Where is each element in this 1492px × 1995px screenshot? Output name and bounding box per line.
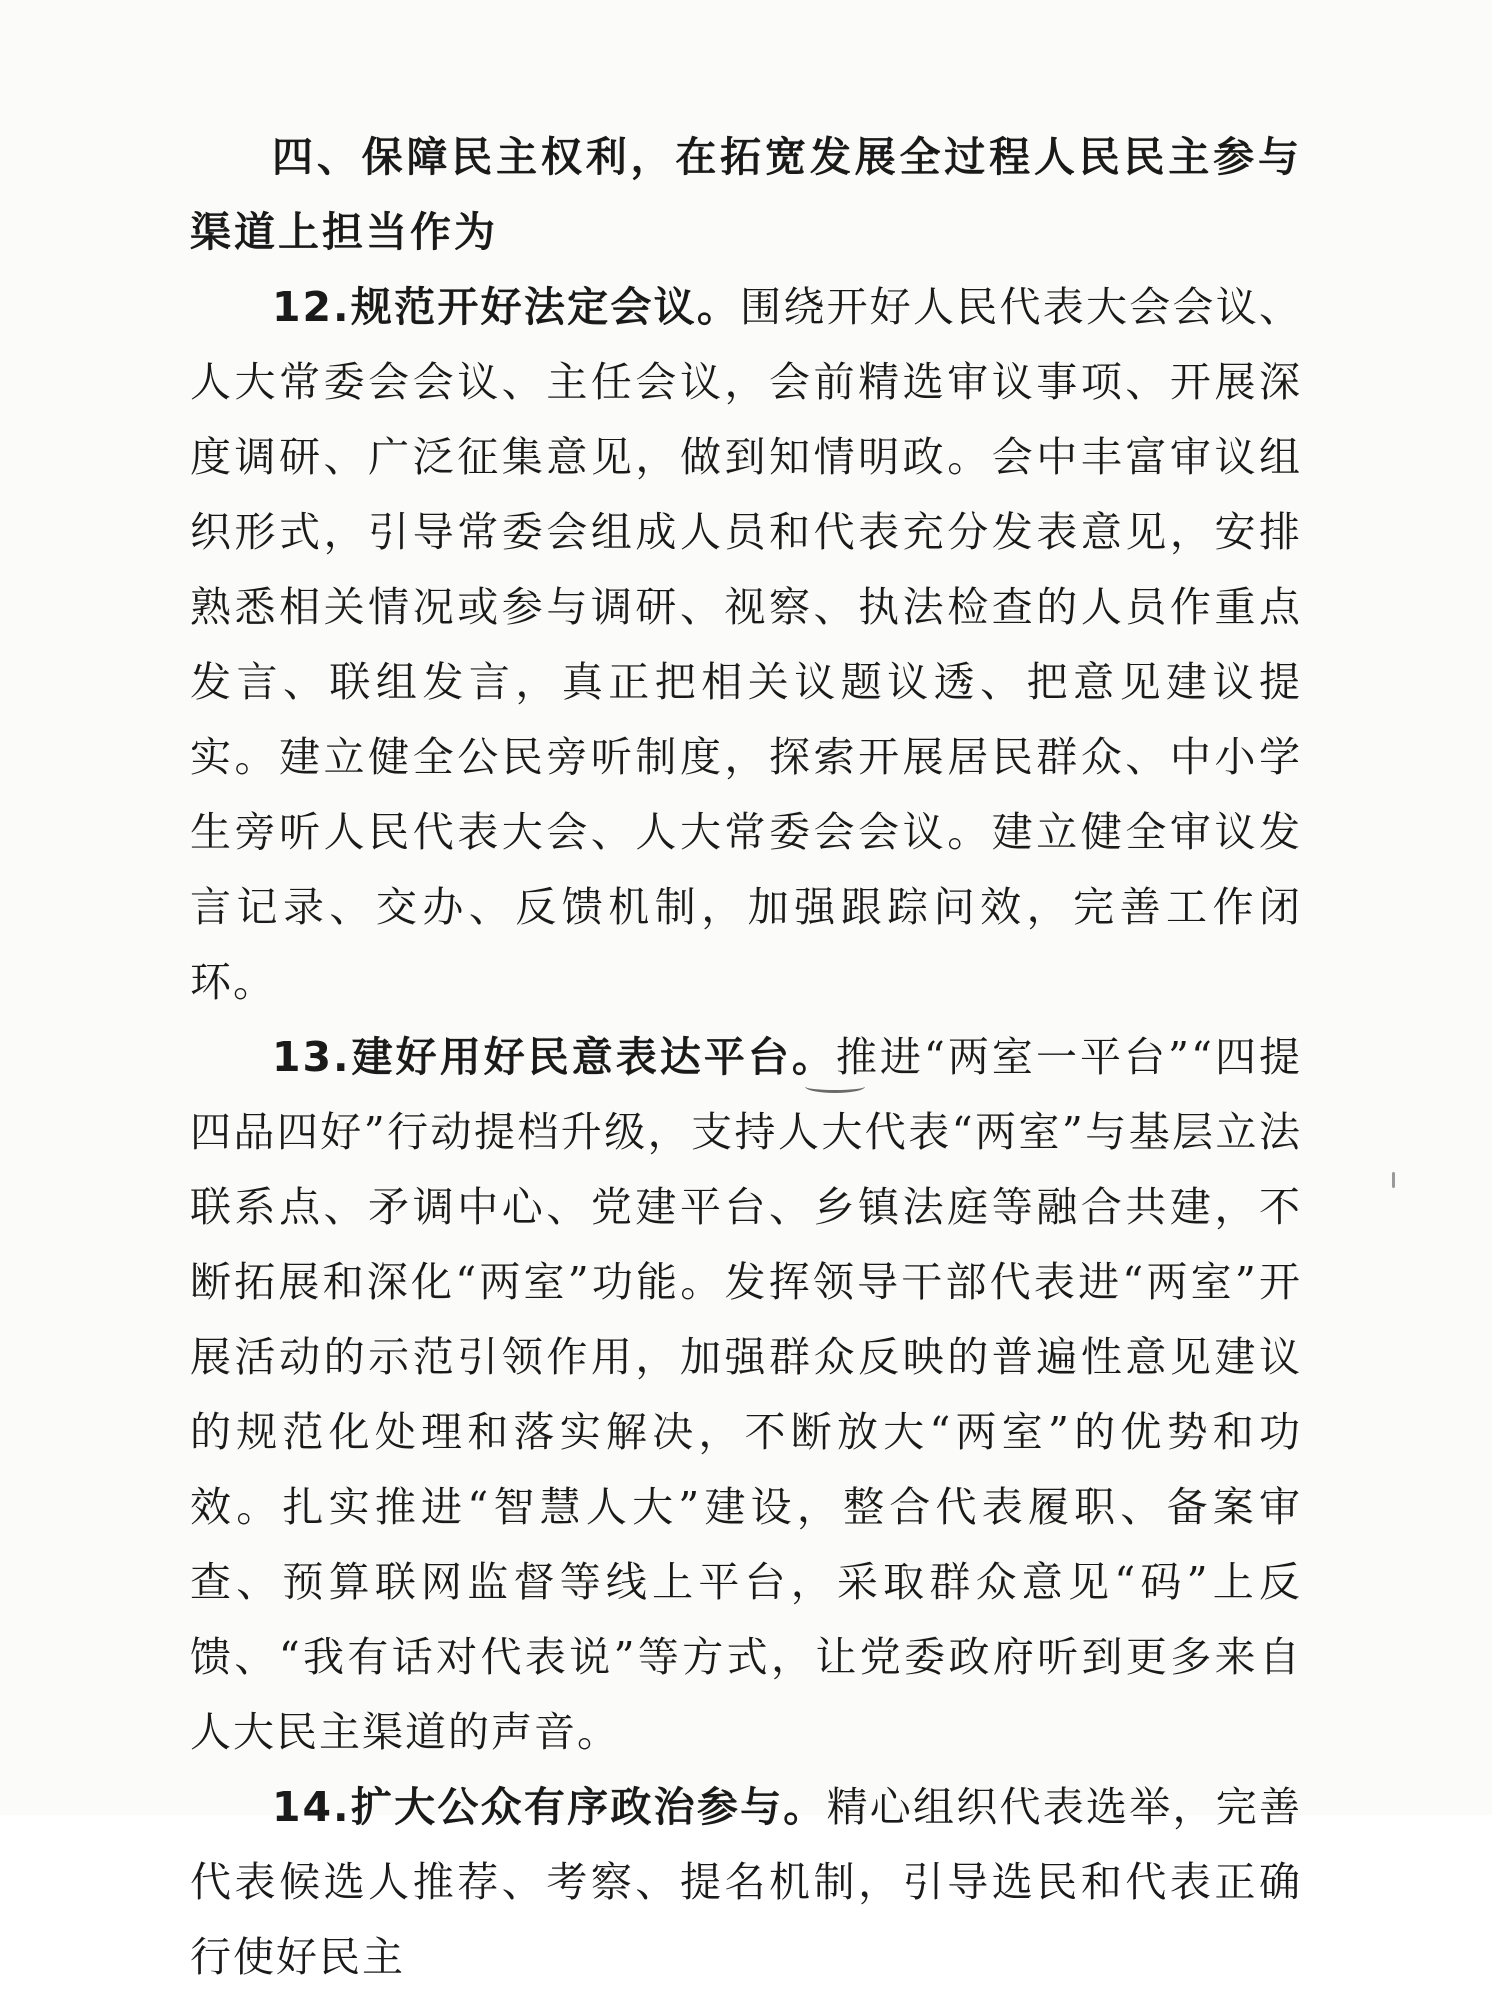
- section-heading: 四、保障民主权利，在拓宽发展全过程人民民主参与渠道上担当作为: [190, 133, 1302, 256]
- paragraph-14-lead: 14.扩大公众有序政治参与。: [272, 1783, 827, 1831]
- paragraph-12-body: 围绕开好人民代表大会会议、人大常委会会议、主任会议，会前精选审议事项、开展深度调研、广泛征集意见，做到知情明政。会中丰富审议组织形式，引导常委会组成人员和代表充分发表意见，安排熟悉相关情况或参与调研、视察、执法检查的人员作重点发言、联组发言，真正把相关议题议透、把意见建议提实。建立健全公民旁听制度，探索开展居民群众、中小学生旁听人民代表大会、人大常委会会议。建立健全审议发言记录、交办、反馈机制，加强跟踪问效，完善工作闭环。: [190, 283, 1303, 1006]
- pen-underline-mark: [805, 1080, 865, 1093]
- paragraph-13-body: 推进“两室一平台”“四提四品四好”行动提档升级，支持人大代表“两室”与基层立法联系点、矛调中心、党建平台、乡镇法庭等融合共建，不断拓展和深化“两室”功能。发挥领导干部代表进“两室”开展活动的示范引领作用，加强群众反映的普遍性意见建议的规范化处理和落实解决，不断放大“两室”的优势和功效。扎实推进“智慧人大”建设，整合代表履职、备案审查、预算联网监督等线上平台，采取群众意见“码”上反馈、“我有话对代表说”等方式，让党委政府听到更多来自人大民主渠道的声音。: [190, 1033, 1302, 1756]
- paragraph-13-lead: 13.建好用好民意表达平台。: [272, 1033, 836, 1081]
- paragraph-12-lead: 12.规范开好法定会议。: [272, 283, 741, 331]
- paragraph-14-body: 精心组织代表选举，完善代表候选人推荐、考察、提名机制，引导选民和代表正确行使好民主: [190, 1783, 1302, 1981]
- document-body: [190, 120, 1302, 1995]
- paragraph-13: [190, 1020, 1302, 1770]
- paragraph-12: [190, 270, 1302, 1020]
- paragraph-14: [190, 1770, 1302, 1995]
- scan-speck: [1392, 1172, 1395, 1188]
